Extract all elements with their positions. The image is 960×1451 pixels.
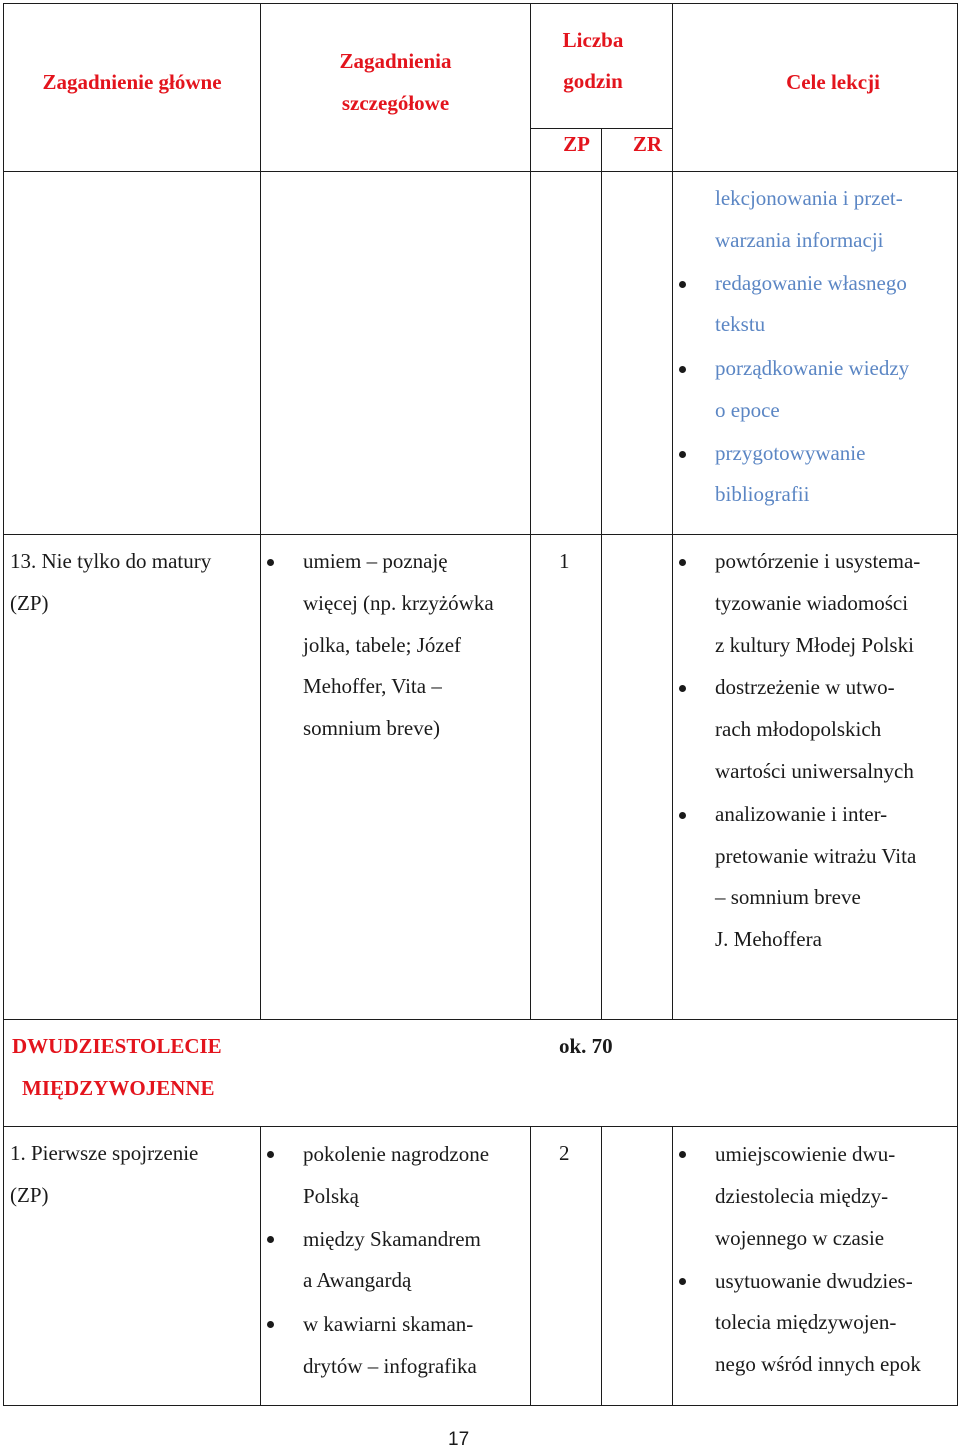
cont-goal-ordering-l1: porządkowanie wiedzy xyxy=(715,356,910,380)
row13-detail-l2: więcej (np. krzyżówka xyxy=(303,591,494,615)
row1-goal1-l2: dziestolecia między- xyxy=(715,1184,889,1208)
bullet-icon xyxy=(679,281,686,288)
grid-bottom xyxy=(3,1405,958,1406)
bullet-icon xyxy=(679,685,686,692)
header-detail-topics-l1: Zagadnienia xyxy=(339,49,452,73)
grid-zp-zr xyxy=(601,128,602,1020)
bullet-icon xyxy=(679,366,686,373)
row13-detail-l3: jolka, tabele; Józef xyxy=(303,633,462,657)
grid-top xyxy=(3,3,958,4)
grid-zp-zr-b xyxy=(601,1126,602,1406)
cont-goal-bibliography-l1: przygotowywanie xyxy=(715,441,866,465)
row1-detail3-l1: w kawiarni skaman- xyxy=(303,1312,474,1336)
cont-goal-editing-l1: redagowanie własnego xyxy=(715,271,907,295)
row13-detail-l5: somnium breve) xyxy=(303,716,441,740)
row13-goal3-l2: pretowanie witrażu Vita xyxy=(715,844,917,868)
grid-section-top xyxy=(3,1019,958,1020)
cont-goal-line1: lekcjonowania i przet- xyxy=(715,186,903,210)
grid-header-bottom xyxy=(3,171,958,172)
header-zr: ZR xyxy=(632,132,663,156)
row1-goal2-l2: tolecia międzywojen- xyxy=(715,1310,897,1334)
row1-detail1-l2: Polską xyxy=(303,1184,360,1208)
row1-goal2-l3: nego wśród innych epok xyxy=(715,1352,921,1376)
row1-detail2-l2: a Awangardą xyxy=(303,1268,412,1292)
bullet-icon xyxy=(679,812,686,819)
bullet-icon xyxy=(679,1278,686,1285)
bullet-icon xyxy=(267,1236,274,1243)
section-hours: ok. 70 xyxy=(559,1034,613,1058)
bullet-icon xyxy=(679,1151,686,1158)
bullet-icon xyxy=(267,1321,274,1328)
row13-goal1-l3: z kultury Młodej Polski xyxy=(715,633,914,657)
header-detail-topics-l2: szczegółowe xyxy=(341,91,450,115)
bullet-icon xyxy=(679,451,686,458)
bullet-icon xyxy=(267,1151,274,1158)
page-number: 17 xyxy=(448,1429,470,1450)
row13-goal2-l2: rach młodopolskich xyxy=(715,717,882,741)
row13-goal3-l3: – somnium breve xyxy=(715,885,861,909)
row1-goal1-l3: wojennego w czasie xyxy=(715,1226,885,1250)
row13-goal2-l1: dostrzeżenie w utwo- xyxy=(715,675,895,699)
header-zp: ZP xyxy=(563,132,590,156)
row1-goal1-l1: umiejscowienie dwu- xyxy=(715,1142,896,1166)
row1-detail2-l1: między Skamandrem xyxy=(303,1227,481,1251)
grid-right xyxy=(957,3,958,1406)
cont-goal-editing-l2: tekstu xyxy=(715,312,766,336)
row13-detail-l4: Mehoffer, Vita – xyxy=(303,674,442,698)
grid-col2b xyxy=(530,1126,531,1406)
row13-main-topic-l1: 13. Nie tylko do matury xyxy=(10,549,212,573)
grid-row-1-top xyxy=(3,1126,958,1127)
section-title-l2: MIĘDZYWOJENNE xyxy=(22,1076,215,1100)
row13-hours-zp: 1 xyxy=(559,549,570,573)
row13-goal1-l2: tyzowanie wiadomości xyxy=(715,591,909,615)
row13-main-topic-l2: (ZP) xyxy=(10,591,49,615)
grid-col1 xyxy=(260,3,261,1020)
grid-row-13-top xyxy=(3,534,958,535)
row13-goal3-l4: J. Mehoffera xyxy=(715,927,822,951)
row1-detail1-l1: pokolenie nagrodzone xyxy=(303,1142,490,1166)
cont-goal-ordering-l2: o epoce xyxy=(715,398,780,422)
header-main-topic: Zagadnienie główne xyxy=(42,70,222,94)
bullet-icon xyxy=(679,559,686,566)
grid-col1b xyxy=(260,1126,261,1406)
section-title-l1: DWUDZIESTOLECIE xyxy=(12,1034,222,1058)
header-lesson-goals: Cele lekcji xyxy=(786,70,880,94)
grid-left xyxy=(3,3,4,1406)
row13-goal3-l1: analizowanie i inter- xyxy=(715,802,888,826)
cont-goal-bibliography-l2: bibliografii xyxy=(715,482,810,506)
header-hours-l1: Liczba xyxy=(562,28,624,52)
grid-col3b xyxy=(672,1126,673,1406)
row1-detail3-l2: drytów – infografika xyxy=(303,1354,477,1378)
row1-hours-zp: 2 xyxy=(559,1141,570,1165)
row1-main-topic-l2: (ZP) xyxy=(10,1183,49,1207)
row1-goal2-l1: usytuowanie dwudzies- xyxy=(715,1269,913,1293)
row13-goal2-l3: wartości uniwersalnych xyxy=(715,759,914,783)
header-hours-l2: godzin xyxy=(563,69,623,93)
row13-detail-l1: umiem – poznaję xyxy=(303,549,448,573)
bullet-icon xyxy=(267,559,274,566)
cont-goal-line2: warzania informacji xyxy=(715,228,884,252)
row1-main-topic-l1: 1. Pierwsze spojrzenie xyxy=(10,1141,199,1165)
row13-goal1-l1: powtórzenie i usystema- xyxy=(715,549,921,573)
